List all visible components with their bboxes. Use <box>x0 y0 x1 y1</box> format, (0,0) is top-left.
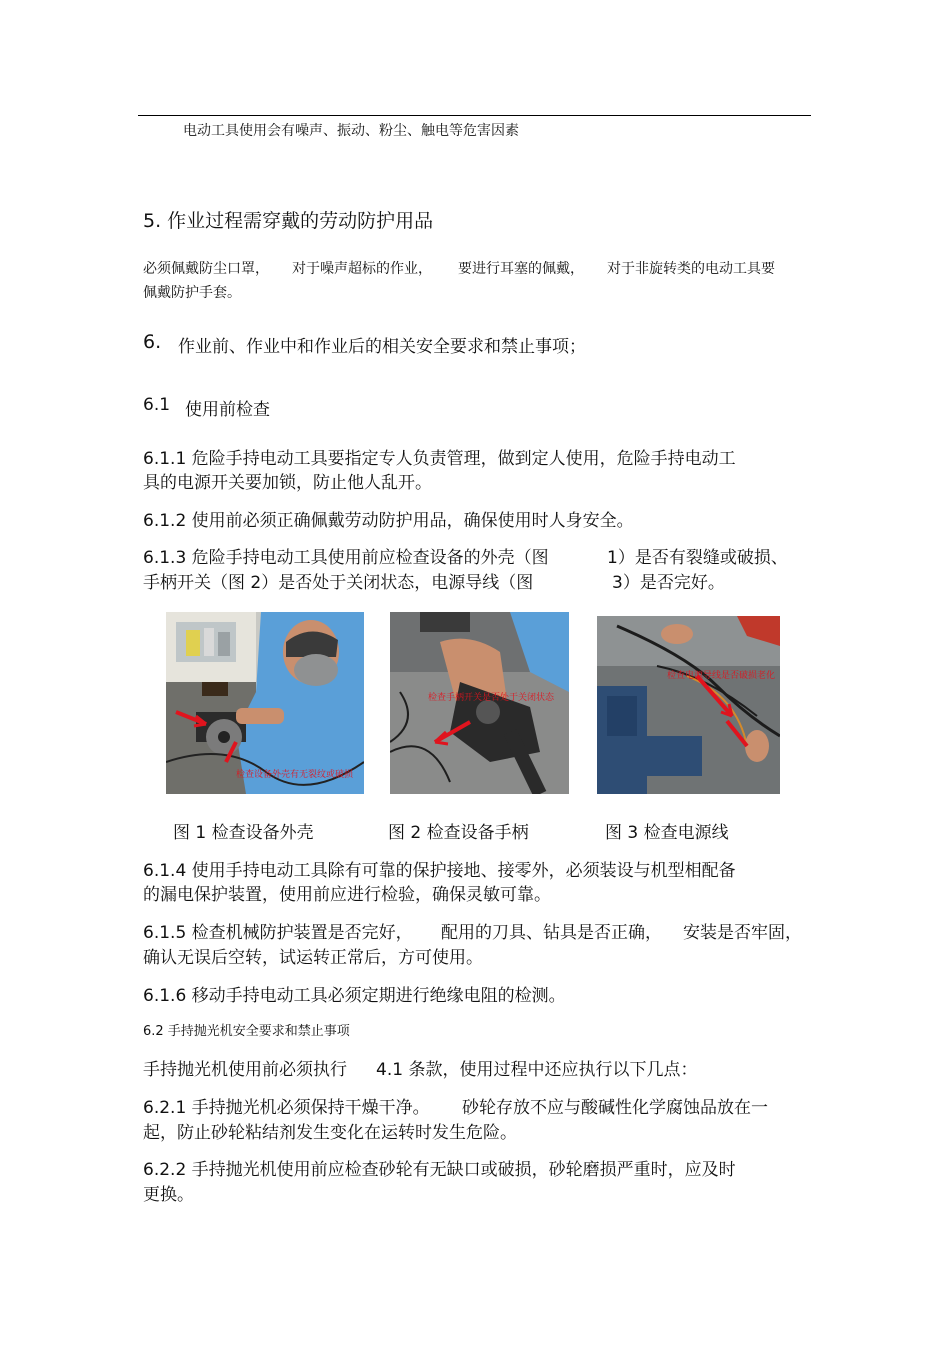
para-6-2-1-line1b: 砂轮存放不应与酸碱性化学腐蚀品放在一 <box>462 1098 768 1118</box>
figure-2-photo <box>390 612 569 794</box>
section-5-text-a: 必须佩戴防尘口罩， <box>143 261 269 277</box>
para-6-2-intro-b: 4.1 条款，使用过程中还应执行以下几点： <box>376 1060 698 1080</box>
para-6-2-intro-a: 手持抛光机使用前必须执行 <box>143 1060 347 1080</box>
figure-3-photo <box>597 616 780 794</box>
figure-2-annotation: 检查手柄开关是否处于关闭状态 <box>428 693 555 703</box>
para-6-1-5-line2: 确认无误后空转，试运转正常后，方可使用。 <box>143 948 483 968</box>
para-6-2-2-line1: 6.2.2 手持抛光机使用前应检查砂轮有无缺口或破损，砂轮磨损严重时，应及时 <box>143 1160 736 1180</box>
section-6-heading: 作业前、作业中和作业后的相关安全要求和禁止事项； <box>178 337 586 357</box>
para-6-1-3-line1a: 6.1.3 危险手持电动工具使用前应检查设备的外壳（图 <box>143 548 549 568</box>
para-6-1-3-line1b: 1）是否有裂缝或破损、 <box>607 548 788 568</box>
header-note: 电动工具使用会有噪声、振动、粉尘、触电等危害因素 <box>183 123 519 139</box>
para-6-1-2: 6.1.2 使用前必须正确佩戴劳动防护用品，确保使用时人身安全。 <box>143 511 634 531</box>
para-6-1-4-line2: 的漏电保护装置，使用前应进行检验，确保灵敏可靠。 <box>143 885 551 905</box>
figure-1-annotation: 检查设备外壳有无裂纹或破损 <box>236 770 354 780</box>
para-6-2-1-line1a: 6.2.1 手持抛光机必须保持干燥干净。 <box>143 1098 430 1118</box>
section-6-1-heading: 使用前检查 <box>185 400 270 420</box>
section-6-2-heading: 6.2 手持抛光机安全要求和禁止事项 <box>143 1024 350 1039</box>
para-6-2-2-line2: 更换。 <box>143 1185 194 1205</box>
section-5-text-c: 要进行耳塞的佩戴， <box>458 261 584 277</box>
section-5-text-d: 对于非旋转类的电动工具要 <box>607 261 775 277</box>
figure-2-caption: 图 2 检查设备手柄 <box>388 823 529 843</box>
para-6-1-5-line1c: 安装是否牢固， <box>683 923 802 943</box>
section-5-heading: 5. 作业过程需穿戴的劳动防护用品 <box>143 210 434 232</box>
para-6-1-5-line1a: 6.1.5 检查机械防护装置是否完好， <box>143 923 413 943</box>
para-6-1-1-line2: 具的电源开关要加锁，防止他人乱开。 <box>143 473 432 493</box>
para-6-1-3-line2a: 手柄开关（图 2）是否处于关闭状态，电源导线（图 <box>143 573 534 593</box>
header-rule <box>138 115 811 116</box>
figure-3-annotation: 检查电源导线是否破损老化 <box>667 671 776 681</box>
figure-3-caption: 图 3 检查电源线 <box>605 823 729 843</box>
section-5-text-b: 对于噪声超标的作业， <box>292 261 432 277</box>
para-6-1-6: 6.1.6 移动手持电动工具必须定期进行绝缘电阻的检测。 <box>143 986 566 1006</box>
para-6-1-5-line1b: 配用的刀具、钻具是否正确， <box>441 923 662 943</box>
para-6-1-4-line1: 6.1.4 使用手持电动工具除有可靠的保护接地、接零外，必须装设与机型相配备 <box>143 861 736 881</box>
para-6-2-1-line2: 起，防止砂轮粘结剂发生变化在运转时发生危险。 <box>143 1123 517 1143</box>
section-6-1-number: 6.1 <box>143 395 171 415</box>
figure-1-caption: 图 1 检查设备外壳 <box>173 823 314 843</box>
para-6-1-1-line1: 6.1.1 危险手持电动工具要指定专人负责管理，做到定人使用，危险手持电动工 <box>143 449 736 469</box>
section-5-text-2: 佩戴防护手套。 <box>143 285 241 301</box>
section-6-number: 6. <box>143 331 162 353</box>
figure-1-photo <box>166 612 364 794</box>
para-6-1-3-line2b: 3）是否完好。 <box>612 573 725 593</box>
